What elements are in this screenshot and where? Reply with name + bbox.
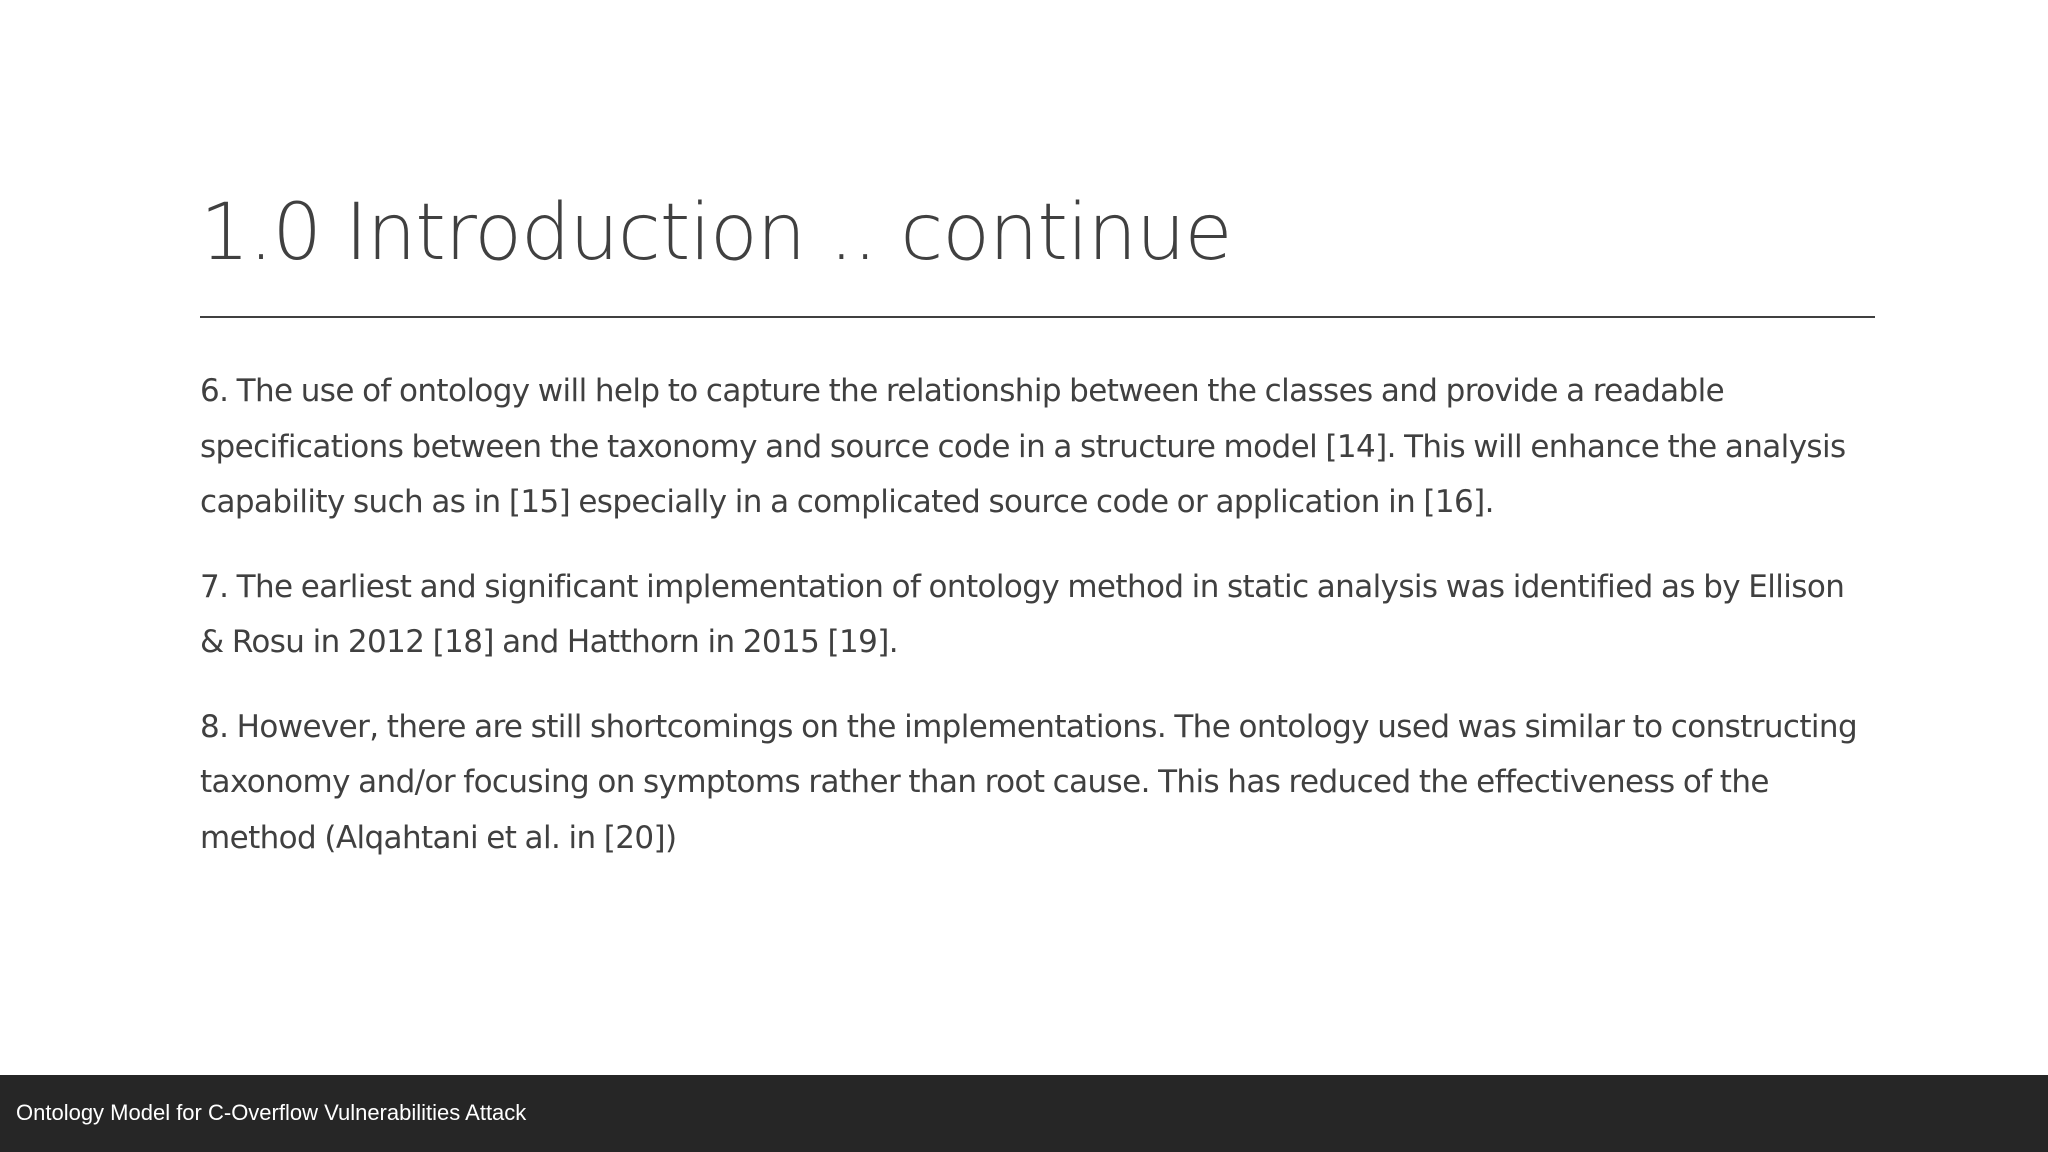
slide-body — [200, 364, 1875, 895]
paragraph-7: 7. The earliest and significant implementation of ontology method in static analysis was identified as by Ellison & Rosu in 2012 [18] and Hatthorn in 2015 [19]. — [200, 568, 1845, 660]
paragraph-8: 8. However, there are still shortcomings on the implementations. The ontology used was similar to constructing taxonomy and/or focusing on symptoms rather than root cause. This has reduced the effectiveness of the method (Alqahtani et al. in [20]) — [200, 708, 1858, 856]
slide-title: 1.0 Introduction .. continue — [200, 188, 1232, 278]
title-divider — [200, 316, 1875, 318]
paragraph-6: 6. The use of ontology will help to capture the relationship between the classes and provide a readable specifications between the taxonomy and source code in a structure model [14]. This will enhance the analysis capability such as in [15] especially in a complicated source code or application in [16]. — [200, 373, 1846, 520]
footer-title: Ontology Model for C-Overflow Vulnerabilities Attack — [16, 1100, 527, 1125]
footer-bar — [0, 1075, 2048, 1152]
